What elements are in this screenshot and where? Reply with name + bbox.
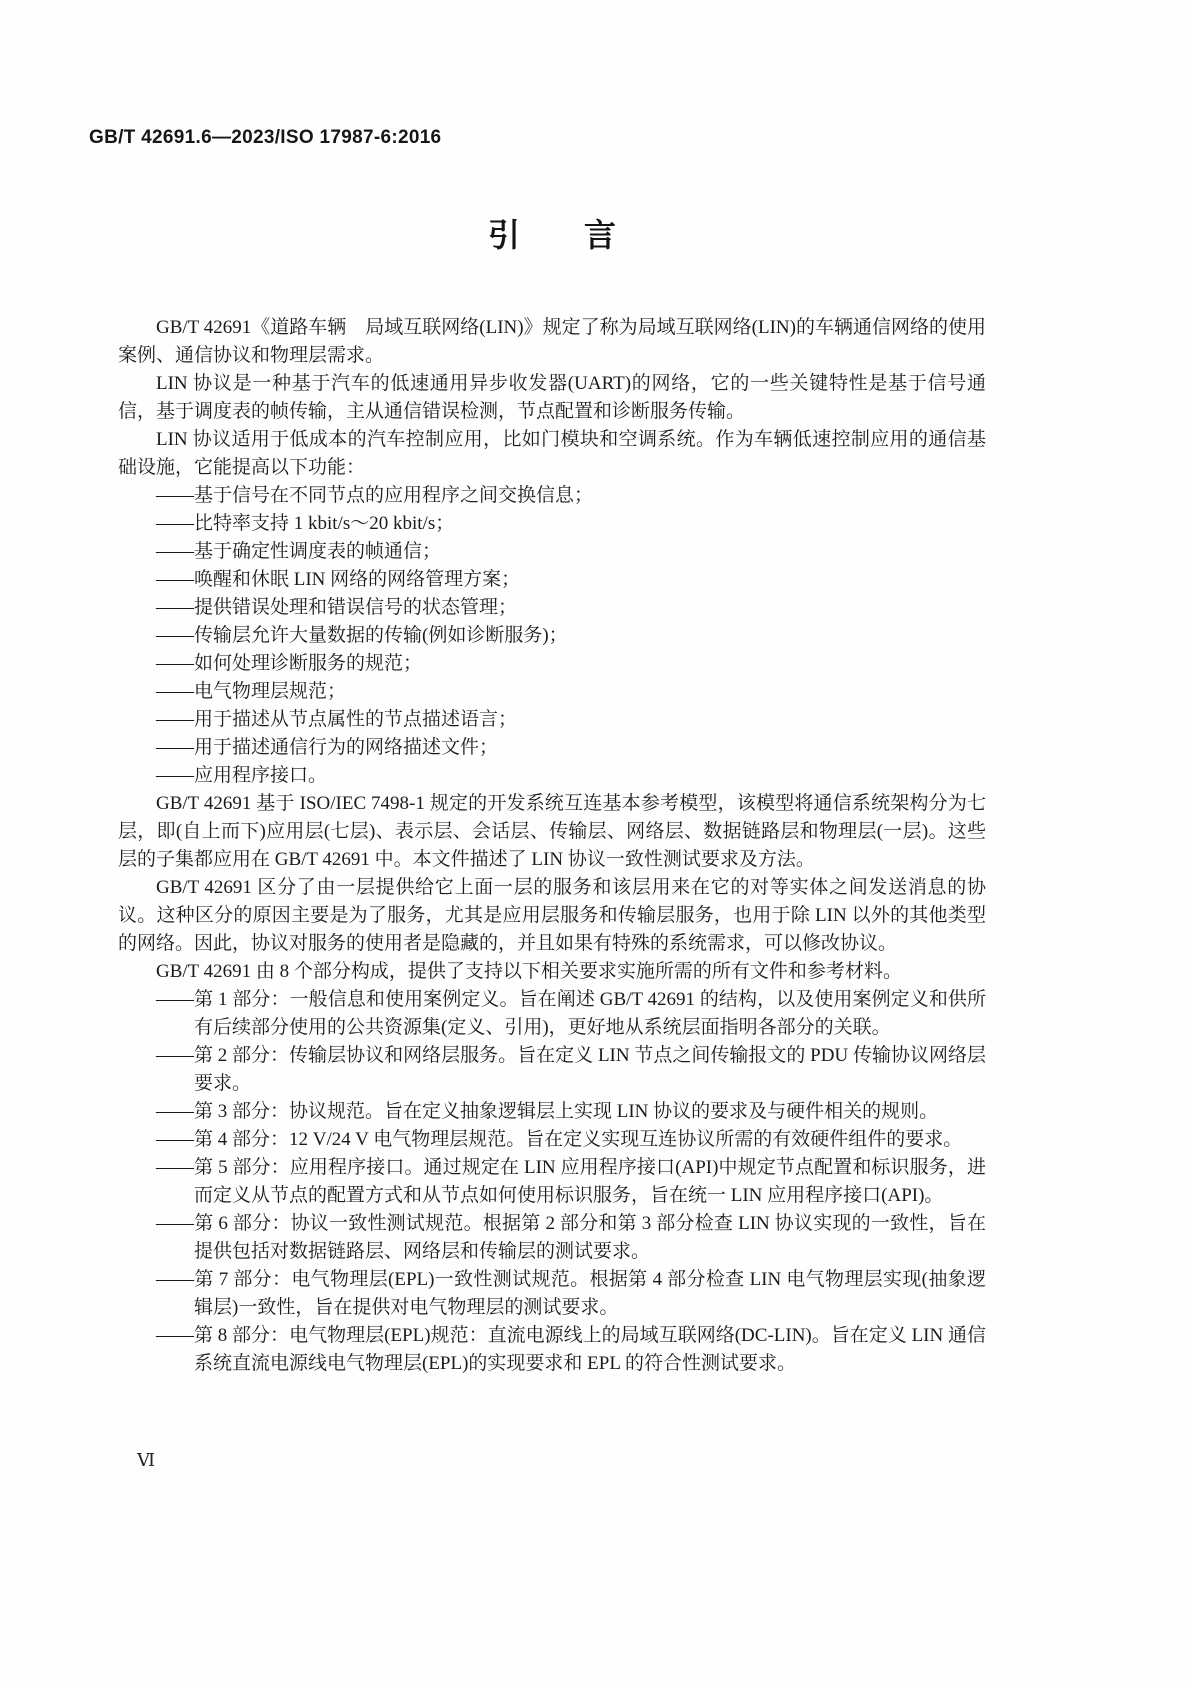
feature-item: ——唤醒和休眠 LIN 网络的网络管理方案； — [156, 569, 521, 590]
intro-paragraph-5: GB/T 42691 区分了由一层提供给它上面一层的服务和该层用来在它的对等实体之间发送消息的协议。这种区分的原因主要是为了服务，尤其是应用层服务和传输层服务，也用于除 LIN 以外的其他类型的网络。因此，协议对服务的使用者是隐藏的，并且如果有特殊的系统需求，可以修改协议。 — [118, 877, 986, 954]
intro-paragraph-3: LIN 协议适用于低成本的汽车控制应用，比如门模块和空调系统。作为车辆低速控制应用的通信基础设施，它能提高以下功能： — [118, 429, 986, 478]
feature-item: ——传输层允许大量数据的传输(例如诊断服务)； — [156, 625, 568, 646]
feature-item: ——提供错误处理和错误信号的状态管理； — [156, 597, 518, 618]
part-item: ——第 2 部分：传输层协议和网络层服务。旨在定义 LIN 节点之间传输报文的 PDU 传输协议网络层要求。 — [156, 1045, 986, 1094]
page-number: Ⅵ — [137, 1450, 156, 1470]
feature-list — [118, 482, 986, 790]
part-item: ——第 4 部分：12 V/24 V 电气物理层规范。旨在定义实现互连协议所需的有效硬件组件的要求。 — [156, 1129, 963, 1150]
document-body — [118, 314, 986, 1378]
intro-paragraph-6: GB/T 42691 由 8 个部分构成，提供了支持以下相关要求实施所需的所有文件和参考材料。 — [156, 961, 902, 982]
feature-item: ——比特率支持 1 kbit/s～20 kbit/s； — [156, 513, 455, 534]
intro-paragraph-4: GB/T 42691 基于 ISO/IEC 7498-1 规定的开发系统互连基本参考模型，该模型将通信系统架构分为七层，即(自上而下)应用层(七层)、表示层、会话层、传输层、网络层、数据链路层和物理层(一层)。这些层的子集都应用在 GB/T 42691 中。本文件描述了 LIN 协议一致性测试要求及方法。 — [118, 793, 986, 870]
feature-item: ——如何处理诊断服务的规范； — [156, 653, 423, 674]
part-item: ——第 5 部分：应用程序接口。通过规定在 LIN 应用程序接口(API)中规定节点配置和标识服务，进而定义从节点的配置方式和从节点如何使用标识服务，旨在统一 LIN 应用程序接口(API)。 — [156, 1157, 986, 1206]
page-title: 引 言 — [487, 217, 616, 253]
part-item: ——第 8 部分：电气物理层(EPL)规范：直流电源线上的局域互联网络(DC-LIN)。旨在定义 LIN 通信系统直流电源线电气物理层(EPL)的实现要求和 EPL 的符合性测试要求。 — [156, 1325, 986, 1374]
doc-number: GB/T 42691.6—2023/ISO 17987-6:2016 — [89, 127, 442, 148]
intro-paragraph-1: GB/T 42691《道路车辆 局域互联网络(LIN)》规定了称为局域互联网络(LIN)的车辆通信网络的使用案例、通信协议和物理层需求。 — [118, 317, 986, 366]
part-item: ——第 3 部分：协议规范。旨在定义抽象逻辑层上实现 LIN 协议的要求及与硬件相关的规则。 — [156, 1101, 939, 1122]
part-item: ——第 7 部分：电气物理层(EPL)一致性测试规范。根据第 4 部分检查 LIN 电气物理层实现(抽象逻辑层)一致性，旨在提供对电气物理层的测试要求。 — [156, 1269, 986, 1318]
feature-item: ——应用程序接口。 — [156, 765, 328, 786]
parts-list — [118, 986, 986, 1378]
intro-paragraph-2: LIN 协议是一种基于汽车的低速通用异步收发器(UART)的网络，它的一些关键特性是基于信号通信，基于调度表的帧传输，主从通信错误检测，节点配置和诊断服务传输。 — [118, 373, 986, 422]
part-item: ——第 6 部分：协议一致性测试规范。根据第 2 部分和第 3 部分检查 LIN 协议实现的一致性，旨在提供包括对数据链路层、网络层和传输层的测试要求。 — [156, 1213, 986, 1262]
feature-item: ——用于描述从节点属性的节点描述语言； — [156, 709, 518, 730]
feature-item: ——基于确定性调度表的帧通信； — [156, 541, 442, 562]
feature-item: ——用于描述通信行为的网络描述文件； — [156, 737, 499, 758]
part-item: ——第 1 部分：一般信息和使用案例定义。旨在阐述 GB/T 42691 的结构，以及使用案例定义和供所有后续部分使用的公共资源集(定义、引用)，更好地从系统层面指明各部分的关联。 — [156, 989, 986, 1038]
feature-item: ——电气物理层规范； — [156, 681, 347, 702]
feature-item: ——基于信号在不同节点的应用程序之间交换信息； — [156, 485, 594, 506]
